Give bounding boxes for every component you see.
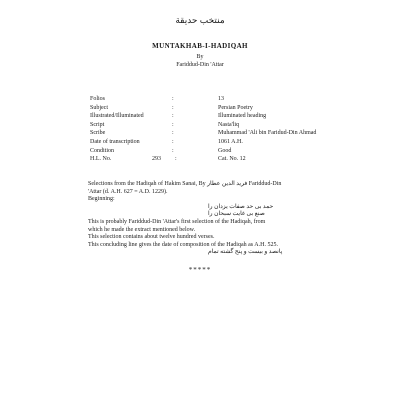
metadata-row-illustrated bbox=[90, 113, 330, 122]
closing-asterisks: ***** bbox=[188, 266, 212, 274]
metadata-colon: : bbox=[172, 138, 174, 145]
metadata-value: Persian Poetry bbox=[218, 104, 253, 111]
catalogue-number: Cat. No. 12 bbox=[218, 156, 246, 163]
intro-prefix: Selections from the Hadiqah of Hakim Sanai, By bbox=[88, 181, 206, 187]
metadata-row-subject bbox=[90, 105, 330, 114]
metadata-label: Subject bbox=[90, 104, 108, 111]
metadata-row-condition bbox=[90, 148, 330, 157]
verse-text: پانصد و بیست و پنج گشته تمام bbox=[208, 249, 283, 256]
metadata-value: Muhammad 'Ali bin Faridud-Din Ahmad bbox=[218, 130, 317, 137]
metadata-row-date bbox=[90, 139, 330, 148]
metadata-colon: : bbox=[172, 104, 174, 111]
metadata-colon: : bbox=[172, 147, 174, 154]
metadata-colon: : bbox=[175, 156, 177, 163]
metadata-row-script bbox=[90, 122, 330, 131]
intro-suffix: Fariddud-Din bbox=[248, 181, 282, 187]
metadata-row-scribe bbox=[90, 130, 330, 139]
metadata-value: 13 bbox=[218, 96, 224, 102]
document-title: MUNTAKHAB-I-HADIQAH bbox=[152, 42, 248, 50]
intro-arabic: فرید الدین عطار bbox=[207, 181, 248, 187]
metadata-label: Condition bbox=[90, 147, 115, 154]
verse-line-3 bbox=[88, 249, 346, 257]
verse-text: حمد بی حد صفات یزدان را bbox=[208, 203, 274, 210]
metadata-value: Good bbox=[218, 147, 232, 154]
accession-number: 293 bbox=[152, 156, 161, 163]
verse-line-2 bbox=[88, 211, 346, 219]
metadata-label: Illustrated/Illuminated bbox=[90, 113, 144, 120]
author-name: Fariddud-Din 'Attar bbox=[176, 62, 224, 68]
paragraph-1-line-2: which he made the extract mentioned below. bbox=[88, 226, 196, 233]
verse-text: صنع بی غایت سبحان را bbox=[208, 211, 265, 218]
metadata-colon: : bbox=[172, 96, 174, 102]
by-line: By bbox=[196, 54, 204, 60]
metadata-row-accession bbox=[90, 156, 330, 165]
accession-label: H.L. No. bbox=[90, 156, 112, 163]
metadata-row-folios bbox=[90, 96, 330, 105]
metadata-label: Scribe bbox=[90, 130, 106, 137]
beginning-label: Beginning: bbox=[88, 196, 115, 203]
metadata-value: Nasta'liq bbox=[218, 121, 240, 128]
metadata-label: Folios bbox=[90, 96, 106, 102]
metadata-table bbox=[90, 96, 330, 165]
paragraph-3: This concluding line gives the date of composition of the Hadiqah as A.H. 525. bbox=[88, 241, 278, 248]
metadata-colon: : bbox=[172, 113, 174, 120]
metadata-label: Script bbox=[90, 121, 105, 128]
metadata-colon: : bbox=[172, 121, 174, 128]
metadata-value: 1061 A.H. bbox=[218, 138, 243, 145]
paragraph-1-line-1: This is probably Fariddud-Din 'Attar's first selection of the Hadiqah, from bbox=[88, 218, 266, 225]
description-body bbox=[88, 181, 346, 257]
metadata-colon: : bbox=[172, 130, 174, 137]
arabic-title: منتخب حدیقة bbox=[175, 15, 225, 25]
intro-line-1 bbox=[88, 181, 346, 189]
intro-line-2: 'Attar (d. A.H. 627 = A.D. 1229). bbox=[88, 188, 168, 195]
metadata-label: Date of transcription bbox=[90, 138, 140, 145]
paragraph-2: This selection contains about twelve hundred verses. bbox=[88, 234, 215, 241]
metadata-value: Illuminated heading bbox=[218, 113, 267, 120]
